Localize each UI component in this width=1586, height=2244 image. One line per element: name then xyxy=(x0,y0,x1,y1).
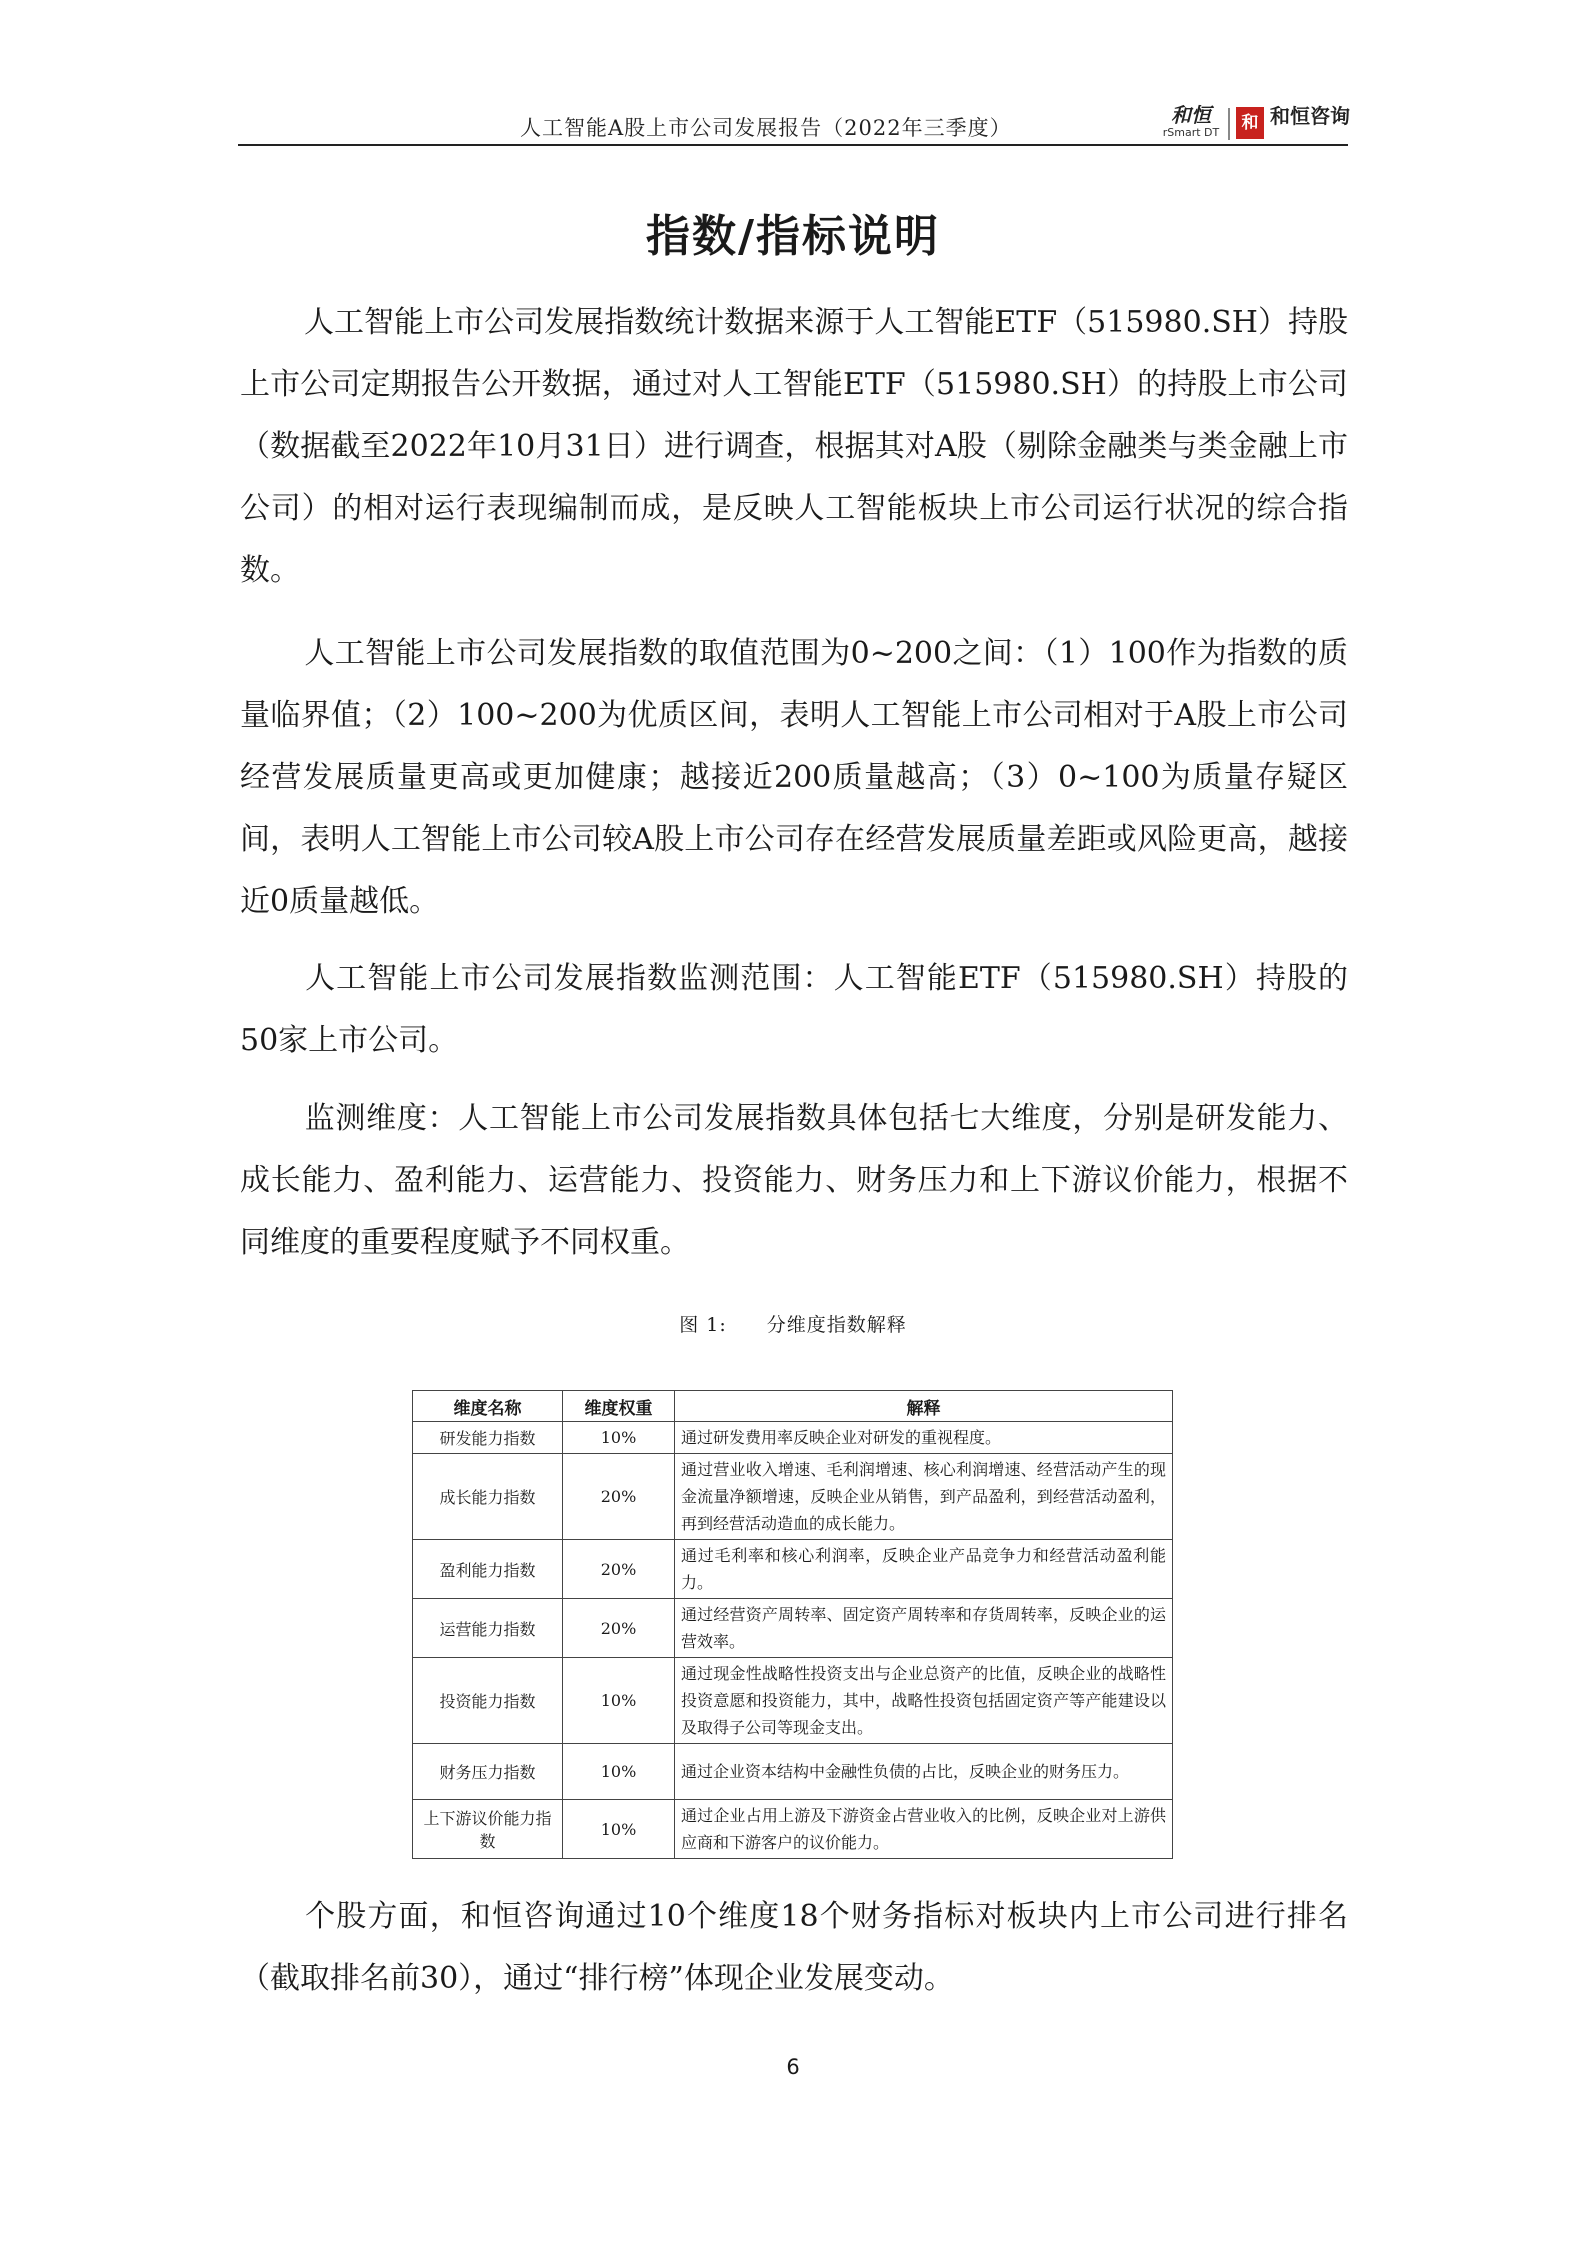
dimension-description: 通过现金性战略性投资支出与企业总资产的比值，反映企业的战略性投资意愿和投资能力，其中，战略性投资包括固定资产等产能建设以及取得子公司等现金支出。 xyxy=(675,1658,1173,1744)
column-header-desc: 解释 xyxy=(675,1391,1173,1422)
page-number: 6 xyxy=(786,2055,800,2079)
dimension-description: 通过企业资本结构中金融性负债的占比，反映企业的财务压力。 xyxy=(675,1744,1173,1800)
rsmart-logo-brand: 和恒 xyxy=(1171,103,1211,127)
dimension-table xyxy=(412,1390,1173,1859)
table-row xyxy=(413,1744,1173,1800)
header-title: 人工智能A股上市公司发展报告（2022年三季度） xyxy=(520,116,1012,140)
dimension-weight: 10% xyxy=(563,1800,675,1859)
paragraph-value-range: 人工智能上市公司发展指数的取值范围为0~200之间：（1）100作为指数的质量临界值；（2）100~200为优质区间，表明人工智能上市公司相对于A股上市公司经营发展质量更高或更加健康；越接近200质量越高；（3）0~100为质量存疑区间，表明人工智能上市公司较A股上市公司存在经营发展质量差距或风险更高，越接近0质量越低。 xyxy=(240,636,1348,919)
dimension-name: 成长能力指数 xyxy=(413,1454,563,1540)
figure-caption-text: 分维度指数解释 xyxy=(766,1314,907,1336)
dimension-weight: 20% xyxy=(563,1599,675,1658)
rsmart-logo-sub: rSmart DT xyxy=(1162,126,1220,139)
dimension-name: 盈利能力指数 xyxy=(413,1540,563,1599)
seal-icon: 和 xyxy=(1236,107,1264,139)
dimension-weight: 20% xyxy=(563,1540,675,1599)
table-row xyxy=(413,1422,1173,1454)
logo-divider xyxy=(1228,108,1230,140)
page-title: 指数/指标说明 xyxy=(645,211,941,262)
dimension-description: 通过研发费用率反映企业对研发的重视程度。 xyxy=(675,1422,1173,1454)
dimension-name: 研发能力指数 xyxy=(413,1422,563,1454)
dimension-name: 运营能力指数 xyxy=(413,1599,563,1658)
dimension-description: 通过营业收入增速、毛利润增速、核心利润增速、经营活动产生的现金流量净额增速，反映企业从销售，到产品盈利，到经营活动盈利，再到经营活动造血的成长能力。 xyxy=(675,1454,1173,1540)
dimension-weight: 10% xyxy=(563,1744,675,1800)
rsmart-logo xyxy=(1160,104,1222,140)
dimension-description: 通过毛利率和核心利润率，反映企业产品竞争力和经营活动盈利能力。 xyxy=(675,1540,1173,1599)
heheng-consulting-logo-brand: 和恒咨询 xyxy=(1270,104,1350,128)
dimension-name: 投资能力指数 xyxy=(413,1658,563,1744)
paragraph-monitoring-scope: 人工智能上市公司发展指数监测范围：人工智能ETF（515980.SH）持股的50家上市公司。 xyxy=(240,961,1348,1058)
paragraph-dimensions: 监测维度：人工智能上市公司发展指数具体包括七大维度，分别是研发能力、成长能力、盈利能力、运营能力、投资能力、财务压力和上下游议价能力，根据不同维度的重要程度赋予不同权重。 xyxy=(240,1101,1348,1260)
dimension-weight: 10% xyxy=(563,1658,675,1744)
header-logos xyxy=(1160,104,1350,144)
figure-label: 图 1: xyxy=(679,1314,727,1336)
paragraph-ranking: 个股方面，和恒咨询通过10个维度18个财务指标对板块内上市公司进行排名（截取排名前30），通过“排行榜”体现企业发展变动。 xyxy=(240,1899,1348,1996)
dimension-name: 财务压力指数 xyxy=(413,1744,563,1800)
dimension-weight: 20% xyxy=(563,1454,675,1540)
table-row xyxy=(413,1454,1173,1540)
dimension-name: 上下游议价能力指数 xyxy=(413,1800,563,1859)
table-row xyxy=(413,1540,1173,1599)
header-divider xyxy=(238,144,1348,146)
dimension-description: 通过经营资产周转率、固定资产周转率和存货周转率，反映企业的运营效率。 xyxy=(675,1599,1173,1658)
table-row xyxy=(413,1599,1173,1658)
table-row xyxy=(413,1800,1173,1859)
column-header-name: 维度名称 xyxy=(413,1391,563,1422)
figure-caption xyxy=(0,1310,1586,1337)
heheng-consulting-logo xyxy=(1270,104,1350,128)
paragraph-data-source: 人工智能上市公司发展指数统计数据来源于人工智能ETF（515980.SH）持股上市公司定期报告公开数据，通过对人工智能ETF（515980.SH）的持股上市公司（数据截至2022年10月31日）进行调查，根据其对A股（剔除金融类与类金融上市公司）的相对运行表现编制而成，是反映人工智能板块上市公司运行状况的综合指数。 xyxy=(240,305,1348,588)
table-row xyxy=(413,1658,1173,1744)
dimension-description: 通过企业占用上游及下游资金占营业收入的比例，反映企业对上游供应商和下游客户的议价能力。 xyxy=(675,1800,1173,1859)
table-header-row xyxy=(413,1391,1173,1422)
dimension-weight: 10% xyxy=(563,1422,675,1454)
column-header-weight: 维度权重 xyxy=(563,1391,675,1422)
